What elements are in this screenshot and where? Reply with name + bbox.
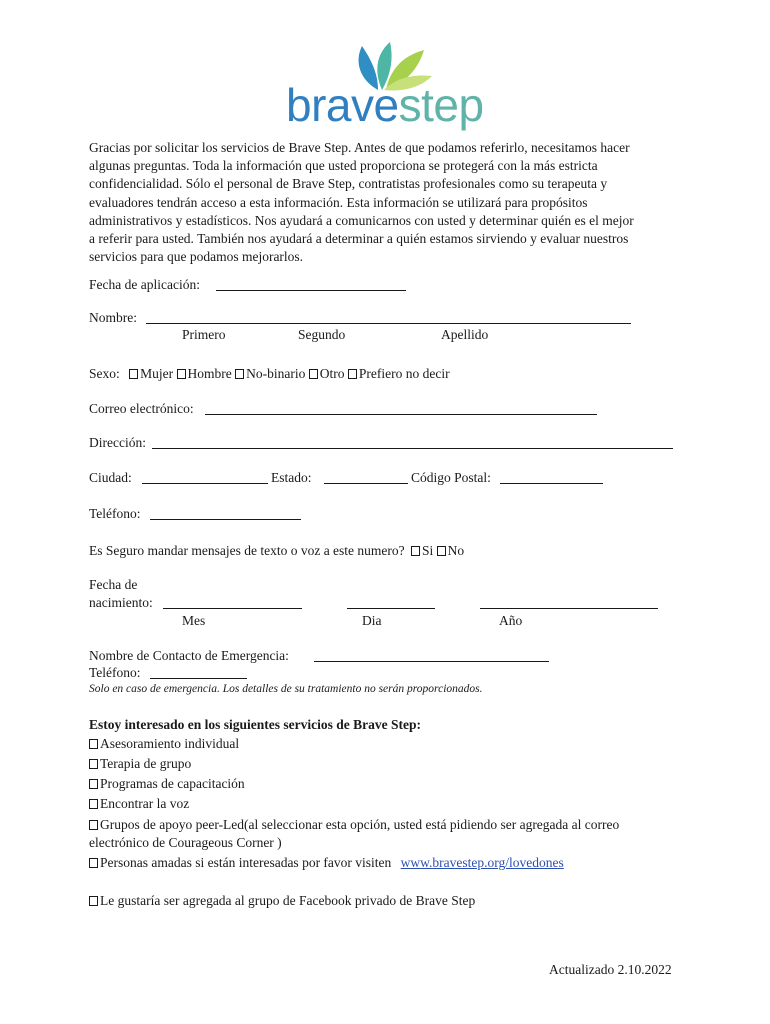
mes-label: Mes bbox=[182, 613, 206, 628]
ano-label: Año bbox=[499, 613, 523, 628]
telefono-emergencia-label: Teléfono: bbox=[89, 665, 141, 680]
ciudad-label: Ciudad: bbox=[89, 470, 132, 485]
no-checkbox[interactable] bbox=[437, 546, 446, 556]
lovedones-link[interactable]: www.bravestep.org/lovedones bbox=[400, 855, 564, 870]
terapia-grupo-label: Terapia de grupo bbox=[100, 756, 192, 771]
mes-field[interactable] bbox=[163, 608, 302, 609]
fecha-aplicacion-field[interactable] bbox=[216, 290, 406, 291]
si-checkbox[interactable] bbox=[411, 546, 420, 556]
nota-emergencia: Solo en caso de emergencia. Los detalles de su tratamiento no serán proporcionados. bbox=[89, 683, 483, 695]
mujer-label: Mujer bbox=[140, 366, 174, 381]
intro-line: a referir para usted. También nos ayudará a determinar a quién estamos sirviendo y evaluar nuestros bbox=[89, 231, 629, 247]
mensajes-label: Es Seguro mandar mensajes de texto o voz a este numero? bbox=[89, 543, 405, 558]
direccion-field[interactable] bbox=[152, 448, 673, 449]
intro-line: evaluadores tendrán acceso a esta información. Esta información se utilizará para propósitos bbox=[89, 194, 588, 210]
segundo-label: Segundo bbox=[298, 327, 346, 342]
codigo-postal-label: Código Postal: bbox=[411, 470, 491, 485]
grupos-apoyo-checkbox[interactable] bbox=[89, 820, 98, 830]
si-label: Si bbox=[422, 543, 434, 558]
apellido-label: Apellido bbox=[441, 327, 489, 342]
personas-amadas-checkbox[interactable] bbox=[89, 858, 98, 868]
ciudad-field[interactable] bbox=[142, 483, 268, 484]
correo-label: Correo electrónico: bbox=[89, 401, 194, 416]
servicios-heading: Estoy interesado en los siguientes servicios de Brave Step: bbox=[89, 717, 421, 732]
intro-paragraph bbox=[89, 139, 689, 266]
servicio-personas-amadas bbox=[89, 855, 564, 871]
mujer-checkbox[interactable] bbox=[129, 369, 138, 379]
facebook-checkbox[interactable] bbox=[89, 896, 98, 906]
intro-line: algunas preguntas. Toda la información que usted proporciona se protegerá con la más estricta bbox=[89, 158, 598, 174]
asesoramiento-checkbox[interactable] bbox=[89, 739, 98, 749]
codigo-postal-field[interactable] bbox=[500, 483, 603, 484]
logo-wordmark bbox=[286, 79, 484, 131]
dia-label: Dia bbox=[362, 613, 382, 628]
actualizado-footer: Actualizado 2.10.2022 bbox=[549, 962, 672, 977]
logo-brave: brave bbox=[286, 79, 399, 131]
estado-label: Estado: bbox=[271, 470, 312, 485]
logo-step: step bbox=[398, 79, 484, 131]
intro-line: Gracias por solicitar los servicios de Brave Step. Antes de que podamos referirlo, necesitamos hacer bbox=[89, 140, 630, 155]
sexo-row bbox=[89, 366, 450, 382]
servicio-terapia-grupo bbox=[89, 756, 191, 772]
no-label: No bbox=[447, 543, 465, 558]
no-binario-label: No-binario bbox=[246, 366, 306, 381]
terapia-grupo-checkbox[interactable] bbox=[89, 759, 98, 769]
servicio-grupos-apoyo bbox=[89, 817, 619, 833]
facebook-row bbox=[89, 893, 475, 909]
ano-field[interactable] bbox=[480, 608, 658, 609]
fecha-aplicacion-label: Fecha de aplicación: bbox=[89, 277, 200, 292]
programas-label: Programas de capacitación bbox=[100, 776, 245, 791]
otro-label: Otro bbox=[319, 366, 345, 381]
hombre-label: Hombre bbox=[187, 366, 232, 381]
nacimiento-label: nacimiento: bbox=[89, 595, 153, 610]
telefono-emergencia-field[interactable] bbox=[150, 678, 247, 679]
dia-field[interactable] bbox=[347, 608, 435, 609]
encontrar-voz-label: Encontrar la voz bbox=[100, 796, 190, 811]
programas-checkbox[interactable] bbox=[89, 779, 98, 789]
no-binario-checkbox[interactable] bbox=[235, 369, 244, 379]
estado-field[interactable] bbox=[324, 483, 408, 484]
fecha-de-label: Fecha de bbox=[89, 577, 138, 592]
prefiero-no-decir-label: Prefiero no decir bbox=[358, 366, 450, 381]
direccion-label: Dirección: bbox=[89, 435, 146, 450]
grupos-apoyo-continuation: electrónico de Courageous Corner ) bbox=[89, 835, 282, 850]
intro-line: administrativos y estadísticos. Nos ayudará a comunicarnos con usted y determinar quién es el mejor bbox=[89, 212, 634, 228]
nombre-field[interactable] bbox=[146, 323, 631, 324]
mensajes-row bbox=[89, 543, 464, 559]
intro-line: servicios para que podamos mejorarlos. bbox=[89, 249, 304, 265]
servicio-encontrar-voz bbox=[89, 796, 189, 812]
servicio-programas bbox=[89, 776, 245, 792]
contacto-emergencia-label: Nombre de Contacto de Emergencia: bbox=[89, 648, 289, 663]
intro-line: confidencialidad. Sólo el personal de Brave Step, contratistas profesionales como su terapeuta y bbox=[89, 176, 608, 192]
servicio-asesoramiento bbox=[89, 736, 239, 752]
sexo-label: Sexo: bbox=[89, 366, 120, 381]
personas-amadas-label: Personas amadas si están interesadas por favor visiten bbox=[100, 855, 392, 870]
hombre-checkbox[interactable] bbox=[177, 369, 186, 379]
otro-checkbox[interactable] bbox=[309, 369, 318, 379]
encontrar-voz-checkbox[interactable] bbox=[89, 799, 98, 809]
correo-field[interactable] bbox=[205, 414, 597, 415]
prefiero-no-decir-checkbox[interactable] bbox=[348, 369, 357, 379]
asesoramiento-label: Asesoramiento individual bbox=[100, 736, 240, 751]
contacto-emergencia-field[interactable] bbox=[314, 661, 549, 662]
facebook-label: Le gustaría ser agregada al grupo de Facebook privado de Brave Step bbox=[100, 893, 476, 908]
telefono-field[interactable] bbox=[150, 519, 301, 520]
telefono-label: Teléfono: bbox=[89, 506, 141, 521]
grupos-apoyo-label: Grupos de apoyo peer-Led(al seleccionar esta opción, usted está pidiendo ser agregada al correo bbox=[100, 817, 620, 832]
primero-label: Primero bbox=[182, 327, 226, 342]
nombre-label: Nombre: bbox=[89, 310, 137, 325]
